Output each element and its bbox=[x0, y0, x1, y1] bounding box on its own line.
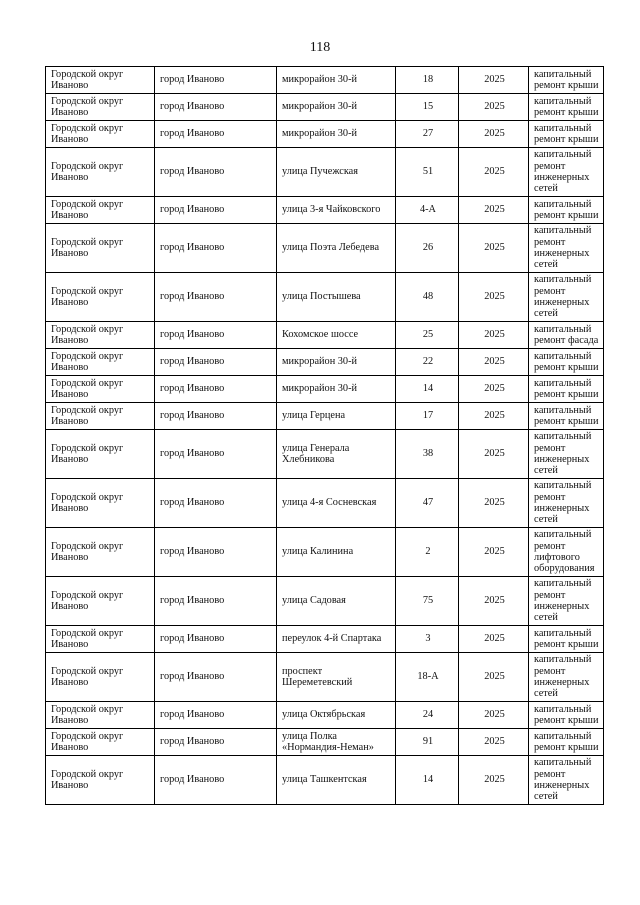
house-number-cell: 14 bbox=[396, 756, 459, 805]
year-cell: 2025 bbox=[459, 577, 529, 626]
street-cell: улица Октябрьская bbox=[277, 702, 396, 729]
city-cell: город Иваново bbox=[155, 626, 277, 653]
work-type-cell: капитальный ремонт крыши bbox=[529, 94, 604, 121]
work-type-cell: капитальный ремонт крыши bbox=[529, 729, 604, 756]
work-type-cell: капитальный ремонт крыши bbox=[529, 626, 604, 653]
city-cell: город Иваново bbox=[155, 577, 277, 626]
house-number-cell: 26 bbox=[396, 224, 459, 273]
region-cell: Городской округ Иваново bbox=[46, 376, 155, 403]
work-type-cell: капитальный ремонт инженерных сетей bbox=[529, 224, 604, 273]
work-type-cell: капитальный ремонт инженерных сетей bbox=[529, 273, 604, 322]
street-cell: улица Калинина bbox=[277, 528, 396, 577]
work-type-cell: капитальный ремонт крыши bbox=[529, 67, 604, 94]
table-row bbox=[46, 322, 604, 349]
year-cell: 2025 bbox=[459, 528, 529, 577]
city-cell: город Иваново bbox=[155, 479, 277, 528]
table-row bbox=[46, 626, 604, 653]
year-cell: 2025 bbox=[459, 430, 529, 479]
table-row bbox=[46, 94, 604, 121]
work-type-cell: капитальный ремонт крыши bbox=[529, 197, 604, 224]
street-cell: улица Генерала Хлебникова bbox=[277, 430, 396, 479]
repair-schedule-table bbox=[45, 66, 604, 805]
street-cell: улица Герцена bbox=[277, 403, 396, 430]
house-number-cell: 17 bbox=[396, 403, 459, 430]
house-number-cell: 47 bbox=[396, 479, 459, 528]
table-row bbox=[46, 121, 604, 148]
year-cell: 2025 bbox=[459, 626, 529, 653]
region-cell: Городской округ Иваново bbox=[46, 273, 155, 322]
table-row bbox=[46, 479, 604, 528]
street-cell: микрорайон 30-й bbox=[277, 67, 396, 94]
city-cell: город Иваново bbox=[155, 702, 277, 729]
work-type-cell: капитальный ремонт крыши bbox=[529, 403, 604, 430]
year-cell: 2025 bbox=[459, 376, 529, 403]
house-number-cell: 2 bbox=[396, 528, 459, 577]
street-cell: улица Поэта Лебедева bbox=[277, 224, 396, 273]
year-cell: 2025 bbox=[459, 121, 529, 148]
city-cell: город Иваново bbox=[155, 148, 277, 197]
street-cell: улица Садовая bbox=[277, 577, 396, 626]
year-cell: 2025 bbox=[459, 273, 529, 322]
region-cell: Городской округ Иваново bbox=[46, 702, 155, 729]
work-type-cell: капитальный ремонт крыши bbox=[529, 121, 604, 148]
page-number: 118 bbox=[309, 40, 331, 55]
city-cell: город Иваново bbox=[155, 756, 277, 805]
city-cell: город Иваново bbox=[155, 67, 277, 94]
year-cell: 2025 bbox=[459, 479, 529, 528]
city-cell: город Иваново bbox=[155, 322, 277, 349]
region-cell: Городской округ Иваново bbox=[46, 94, 155, 121]
city-cell: город Иваново bbox=[155, 729, 277, 756]
table-row bbox=[46, 67, 604, 94]
year-cell: 2025 bbox=[459, 653, 529, 702]
house-number-cell: 22 bbox=[396, 349, 459, 376]
house-number-cell: 25 bbox=[396, 322, 459, 349]
year-cell: 2025 bbox=[459, 94, 529, 121]
work-type-cell: капитальный ремонт фасада bbox=[529, 322, 604, 349]
table-row bbox=[46, 528, 604, 577]
house-number-cell: 75 bbox=[396, 577, 459, 626]
table-row bbox=[46, 653, 604, 702]
street-cell: переулок 4-й Спартака bbox=[277, 626, 396, 653]
city-cell: город Иваново bbox=[155, 430, 277, 479]
region-cell: Городской округ Иваново bbox=[46, 403, 155, 430]
region-cell: Городской округ Иваново bbox=[46, 148, 155, 197]
region-cell: Городской округ Иваново bbox=[46, 528, 155, 577]
region-cell: Городской округ Иваново bbox=[46, 430, 155, 479]
year-cell: 2025 bbox=[459, 403, 529, 430]
street-cell: микрорайон 30-й bbox=[277, 349, 396, 376]
street-cell: микрорайон 30-й bbox=[277, 94, 396, 121]
year-cell: 2025 bbox=[459, 322, 529, 349]
street-cell: проспект Шереметевский bbox=[277, 653, 396, 702]
year-cell: 2025 bbox=[459, 148, 529, 197]
city-cell: город Иваново bbox=[155, 121, 277, 148]
work-type-cell: капитальный ремонт лифтового оборудования bbox=[529, 528, 604, 577]
house-number-cell: 4-А bbox=[396, 197, 459, 224]
table-row bbox=[46, 224, 604, 273]
table-row bbox=[46, 376, 604, 403]
house-number-cell: 27 bbox=[396, 121, 459, 148]
city-cell: город Иваново bbox=[155, 94, 277, 121]
year-cell: 2025 bbox=[459, 197, 529, 224]
house-number-cell: 24 bbox=[396, 702, 459, 729]
work-type-cell: капитальный ремонт инженерных сетей bbox=[529, 430, 604, 479]
region-cell: Городской округ Иваново bbox=[46, 577, 155, 626]
region-cell: Городской округ Иваново bbox=[46, 224, 155, 273]
region-cell: Городской округ Иваново bbox=[46, 729, 155, 756]
work-type-cell: капитальный ремонт инженерных сетей bbox=[529, 148, 604, 197]
table-row bbox=[46, 349, 604, 376]
house-number-cell: 14 bbox=[396, 376, 459, 403]
table-row bbox=[46, 403, 604, 430]
city-cell: город Иваново bbox=[155, 528, 277, 577]
work-type-cell: капитальный ремонт крыши bbox=[529, 376, 604, 403]
table-row bbox=[46, 197, 604, 224]
year-cell: 2025 bbox=[459, 67, 529, 94]
region-cell: Городской округ Иваново bbox=[46, 197, 155, 224]
year-cell: 2025 bbox=[459, 729, 529, 756]
work-type-cell: капитальный ремонт инженерных сетей bbox=[529, 479, 604, 528]
region-cell: Городской округ Иваново bbox=[46, 756, 155, 805]
street-cell: микрорайон 30-й bbox=[277, 376, 396, 403]
work-type-cell: капитальный ремонт инженерных сетей bbox=[529, 577, 604, 626]
city-cell: город Иваново bbox=[155, 224, 277, 273]
city-cell: город Иваново bbox=[155, 273, 277, 322]
work-type-cell: капитальный ремонт крыши bbox=[529, 349, 604, 376]
street-cell: улица 3-я Чайковского bbox=[277, 197, 396, 224]
region-cell: Городской округ Иваново bbox=[46, 626, 155, 653]
street-cell: улица Полка «Нормандия-Неман» bbox=[277, 729, 396, 756]
house-number-cell: 38 bbox=[396, 430, 459, 479]
city-cell: город Иваново bbox=[155, 349, 277, 376]
street-cell: Кохомское шоссе bbox=[277, 322, 396, 349]
house-number-cell: 18 bbox=[396, 67, 459, 94]
house-number-cell: 51 bbox=[396, 148, 459, 197]
region-cell: Городской округ Иваново bbox=[46, 67, 155, 94]
region-cell: Городской округ Иваново bbox=[46, 121, 155, 148]
year-cell: 2025 bbox=[459, 756, 529, 805]
table-body bbox=[46, 67, 604, 805]
house-number-cell: 18-А bbox=[396, 653, 459, 702]
work-type-cell: капитальный ремонт инженерных сетей bbox=[529, 653, 604, 702]
street-cell: микрорайон 30-й bbox=[277, 121, 396, 148]
city-cell: город Иваново bbox=[155, 197, 277, 224]
house-number-cell: 15 bbox=[396, 94, 459, 121]
year-cell: 2025 bbox=[459, 224, 529, 273]
region-cell: Городской округ Иваново bbox=[46, 653, 155, 702]
table-row bbox=[46, 702, 604, 729]
table-row bbox=[46, 148, 604, 197]
city-cell: город Иваново bbox=[155, 403, 277, 430]
street-cell: улица Постышева bbox=[277, 273, 396, 322]
table-row bbox=[46, 273, 604, 322]
table-row bbox=[46, 577, 604, 626]
street-cell: улица 4-я Сосневская bbox=[277, 479, 396, 528]
year-cell: 2025 bbox=[459, 349, 529, 376]
region-cell: Городской округ Иваново bbox=[46, 322, 155, 349]
work-type-cell: капитальный ремонт крыши bbox=[529, 702, 604, 729]
house-number-cell: 48 bbox=[396, 273, 459, 322]
city-cell: город Иваново bbox=[155, 376, 277, 403]
year-cell: 2025 bbox=[459, 702, 529, 729]
work-type-cell: капитальный ремонт инженерных сетей bbox=[529, 756, 604, 805]
house-number-cell: 91 bbox=[396, 729, 459, 756]
city-cell: город Иваново bbox=[155, 653, 277, 702]
table-row bbox=[46, 756, 604, 805]
region-cell: Городской округ Иваново bbox=[46, 349, 155, 376]
table-row bbox=[46, 729, 604, 756]
table-row bbox=[46, 430, 604, 479]
region-cell: Городской округ Иваново bbox=[46, 479, 155, 528]
house-number-cell: 3 bbox=[396, 626, 459, 653]
street-cell: улица Пучежская bbox=[277, 148, 396, 197]
street-cell: улица Ташкентская bbox=[277, 756, 396, 805]
